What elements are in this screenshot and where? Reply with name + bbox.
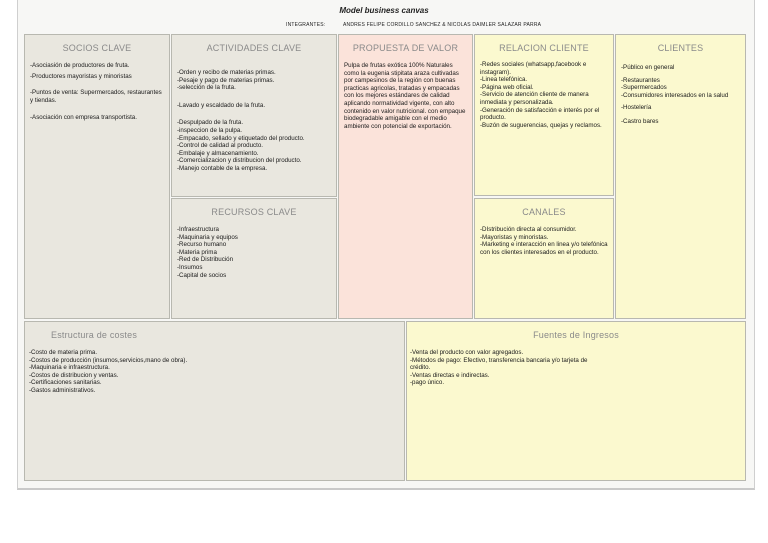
key-activities-heading: ACTIVIDADES CLAVE bbox=[206, 43, 302, 53]
list-item: -Página web oficial. bbox=[480, 83, 534, 91]
list-item: -Comercializacion y distribucion del producto. bbox=[177, 157, 302, 165]
customer-segments-box bbox=[615, 34, 746, 319]
list-item: -Insumos bbox=[177, 263, 203, 271]
list-item: -Asociasión de productores de fruta. bbox=[30, 62, 130, 69]
key-resources-heading: RECURSOS CLAVE bbox=[211, 207, 297, 217]
list-item: -Linea telefónica. bbox=[480, 76, 528, 84]
list-item: -Costos de producción (insumos,servicios,mano de obra). bbox=[29, 356, 188, 364]
list-item: -Buzón de suguerencias, quejas y reclamos. bbox=[480, 121, 602, 129]
list-item: -Métodos de pago: Efectivo, transferencia bancaria y/o tarjeta de crédito. bbox=[410, 356, 590, 372]
revenue-streams-box bbox=[406, 321, 746, 481]
customer-relationship-heading: RELACION CLIENTE bbox=[499, 43, 589, 53]
list-item: -Empacado, sellado y etiquetado del producto. bbox=[177, 134, 305, 142]
cost-structure-box bbox=[24, 321, 405, 481]
list-item: -Embalaje y almacenamiento. bbox=[177, 149, 259, 157]
list-item: -Materia prima bbox=[177, 248, 217, 256]
list-item: -Marketing e interacción en linea y/o telefónica con los clientes interesados en el producto. bbox=[480, 241, 610, 256]
list-item: -Redes sociales (whatsapp,facebook e instagram). bbox=[480, 61, 589, 76]
list-item: -Lavado y escaldado de la fruta. bbox=[177, 101, 266, 109]
list-item: -Productores mayoristas y minoristas bbox=[30, 72, 132, 80]
customer-segments-heading: CLIENTES bbox=[657, 43, 704, 53]
document-title: Model business canvas bbox=[339, 6, 429, 15]
value-proposition-text: Pulpa de frutas exótica 100% Naturales como la eugenia stipitata araza cultivadas por campesinos de la región con buenas practicas agricolas, tratadas y empacadas con los mejores estándares de calidad aplicando normatividad vigente, con alto contenido en valor nutricional. con empaque biodegradable amigable con el medio ambiente con potencial de exportación. bbox=[344, 62, 468, 130]
list-item: -Orden y recibo de materias primas. bbox=[177, 69, 276, 76]
list-item: -inspeccion de la pulpa. bbox=[177, 126, 243, 134]
list-item: -Control de calidad al producto. bbox=[177, 142, 263, 150]
list-item: -Costo de materia prima. bbox=[29, 349, 98, 356]
value-proposition-box bbox=[338, 34, 473, 319]
key-partners-heading: SOCIOS CLAVE bbox=[62, 43, 132, 53]
channels-box bbox=[474, 198, 614, 319]
list-item: -Mayoristas y minoristas. bbox=[480, 233, 549, 241]
list-item: -Castro bares bbox=[621, 117, 659, 125]
team-names: ANDRES FELIPE CORDILLO SANCHEZ & NICOLAS DAIMLER SALAZAR PARRA bbox=[343, 22, 542, 28]
list-item: -Capital de socios bbox=[177, 271, 227, 279]
list-item: -Maquinaria y equipos bbox=[177, 233, 238, 241]
list-item: -pago único. bbox=[410, 379, 445, 387]
list-item: -Recurso humano bbox=[177, 241, 227, 249]
list-item: -Ventas directas e indirectas. bbox=[410, 371, 490, 379]
list-item: -Red de Distribución bbox=[177, 256, 234, 264]
key-resources-box bbox=[171, 198, 337, 319]
customer-relationship-box bbox=[474, 34, 614, 196]
list-item: -Restaurantes bbox=[621, 76, 660, 84]
list-item: -Infraestructura bbox=[177, 226, 219, 233]
list-item: -Manejo contable de la empresa. bbox=[177, 164, 268, 172]
list-item: -Puntos de venta: Supermercados, restaurantes y tiendas. bbox=[30, 89, 164, 104]
list-item: -Generación de satisfacción e interés por el producto. bbox=[480, 106, 602, 122]
list-item: -Venta del producto con valor agregados. bbox=[410, 349, 524, 356]
cost-structure-heading: Estructura de costes bbox=[51, 330, 138, 340]
list-item: -Costos de distribucion y ventas. bbox=[29, 371, 119, 379]
list-item: -Asociación con empresa transportista. bbox=[30, 114, 137, 122]
list-item: -Pesaje y pago de materias primas. bbox=[177, 76, 275, 84]
key-partners-box bbox=[24, 34, 170, 319]
value-proposition-heading: PROPUESTA DE VALOR bbox=[352, 43, 459, 53]
list-item: -Despulpado de la fruta. bbox=[177, 119, 244, 127]
channels-heading: CANALES bbox=[522, 207, 566, 217]
list-item: -selección de la fruta. bbox=[177, 84, 236, 92]
list-item: -Gastos administrativos. bbox=[29, 386, 96, 394]
list-item: -Servicio de atención cliente de manera inmediata y personalizada. bbox=[480, 91, 591, 106]
list-item: -Público en general bbox=[621, 64, 675, 71]
list-item: -Maquinaria e infraestructura. bbox=[29, 364, 110, 372]
list-item: -DIstribución directa al consumidor. bbox=[480, 226, 577, 233]
list-item: -Hostelería bbox=[621, 104, 652, 112]
list-item: -Certificaciones sanitarias. bbox=[29, 379, 102, 387]
list-item: -Consumidores interesados en la salud bbox=[621, 91, 729, 99]
list-item: -Supermercados bbox=[621, 84, 667, 92]
revenue-streams-heading: Fuentes de Ingresos bbox=[533, 330, 619, 340]
key-activities-box bbox=[171, 34, 337, 197]
team-label: INTEGRANTES: bbox=[286, 22, 326, 28]
